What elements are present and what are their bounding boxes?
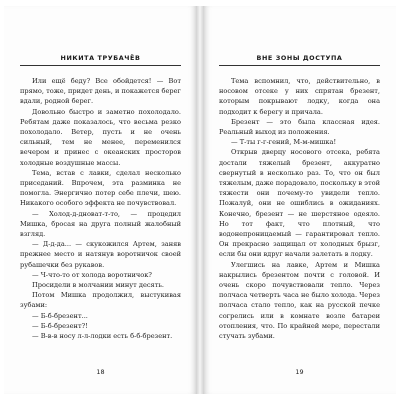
paragraph: — Б-б-брезент... xyxy=(32,311,88,320)
paragraph: Потом Мишка продолжил, выстукивая зубами: xyxy=(20,291,181,310)
right-page xyxy=(203,6,396,394)
paragraph: Брезент — это была классная идея. Реальный выход из положения. xyxy=(219,117,380,137)
paragraph: — Б-б-брезент?! xyxy=(32,321,88,330)
paragraph: — Т-ты г-г-гений, М-м-мишка! xyxy=(231,138,337,147)
paragraph: Тема вспомнил, что, действительно, в носовом отсеке у них спрятан брезент, которым покрывают лодку, когда она подходит к берегу и причала. xyxy=(219,77,380,116)
right-page-header: ВНЕ ЗОНЫ ДОСТУПА xyxy=(219,54,380,66)
right-page-body xyxy=(219,76,380,341)
left-page-body xyxy=(20,76,181,341)
left-page-header: НИКИТА ТРУБАЧЁВ xyxy=(20,54,181,66)
paragraph: Или ещё беду? Все обойдется! — Вот прямо, тоже, придет день, и покажется берег вдали, родной берег. xyxy=(20,77,181,106)
paragraph: — Холод-д-дноват-т-то, — процедил Мишка, бросая на друга полный жалобный взгляд. xyxy=(20,209,181,239)
paragraph: Улегшись на лавке, Артем и Мишка накрылись брезентом почти с головой. И очень скоро почувствовали тепло. Через полчаса четверть часа не было холода. Через полчаса стало тепло, как на русской печке согрелись или в комнате возле батареи отопления, что. По крайней мере, перестали стучать зубами. xyxy=(219,260,380,341)
paragraph: Довольно быстро и заметно похолодало. Ребятам даже показалось, что весьма резко похолодало. Ветер, пусть и не очень сильный, тем не менее, переменился вечером и принес с океанских просторов холодные воздушные массы. xyxy=(20,107,181,167)
paragraph: Просидели в молчании минут десять. xyxy=(32,281,165,290)
paragraph: Тема, встав с лавки, сделал несколько приседаний. Впрочем, эта разминка не помогла. Энергично потер себе плечи, шею. Никакого особого эффекта не почувствовал. xyxy=(20,168,181,208)
paragraph: Открыв дверцу носового отсека, ребята достали тяжелый брезент, аккуратно свернутый в несколько раз. То, что он был тяжелым, даже порадовало, поскольку в этой тяжести они почему-то увидели тепло. Пожалуй, они не ошиблись в ожиданиях. Конечно, брезент — не шерстяное одеяло. Но тот факт, что плотный, что водонепроницаемый — гарантировал тепло. Он прекрасно защищал от холодных брызг, если бы они вдруг начали залетать в лодку. xyxy=(219,148,380,259)
paragraph: — В-в-в носу л-л-лодки есть б-б-брезент. xyxy=(32,332,173,341)
left-page xyxy=(4,6,197,394)
right-page-number: 19 xyxy=(295,368,304,376)
paragraph: — Д-д-да... — скукожился Артем, заняв прежнее место и натянув воротничок своей рубашечки без рукавов. xyxy=(20,240,181,269)
left-page-number: 18 xyxy=(96,368,105,376)
paragraph: — Ч-что-то от холода воротничок? xyxy=(32,270,152,279)
